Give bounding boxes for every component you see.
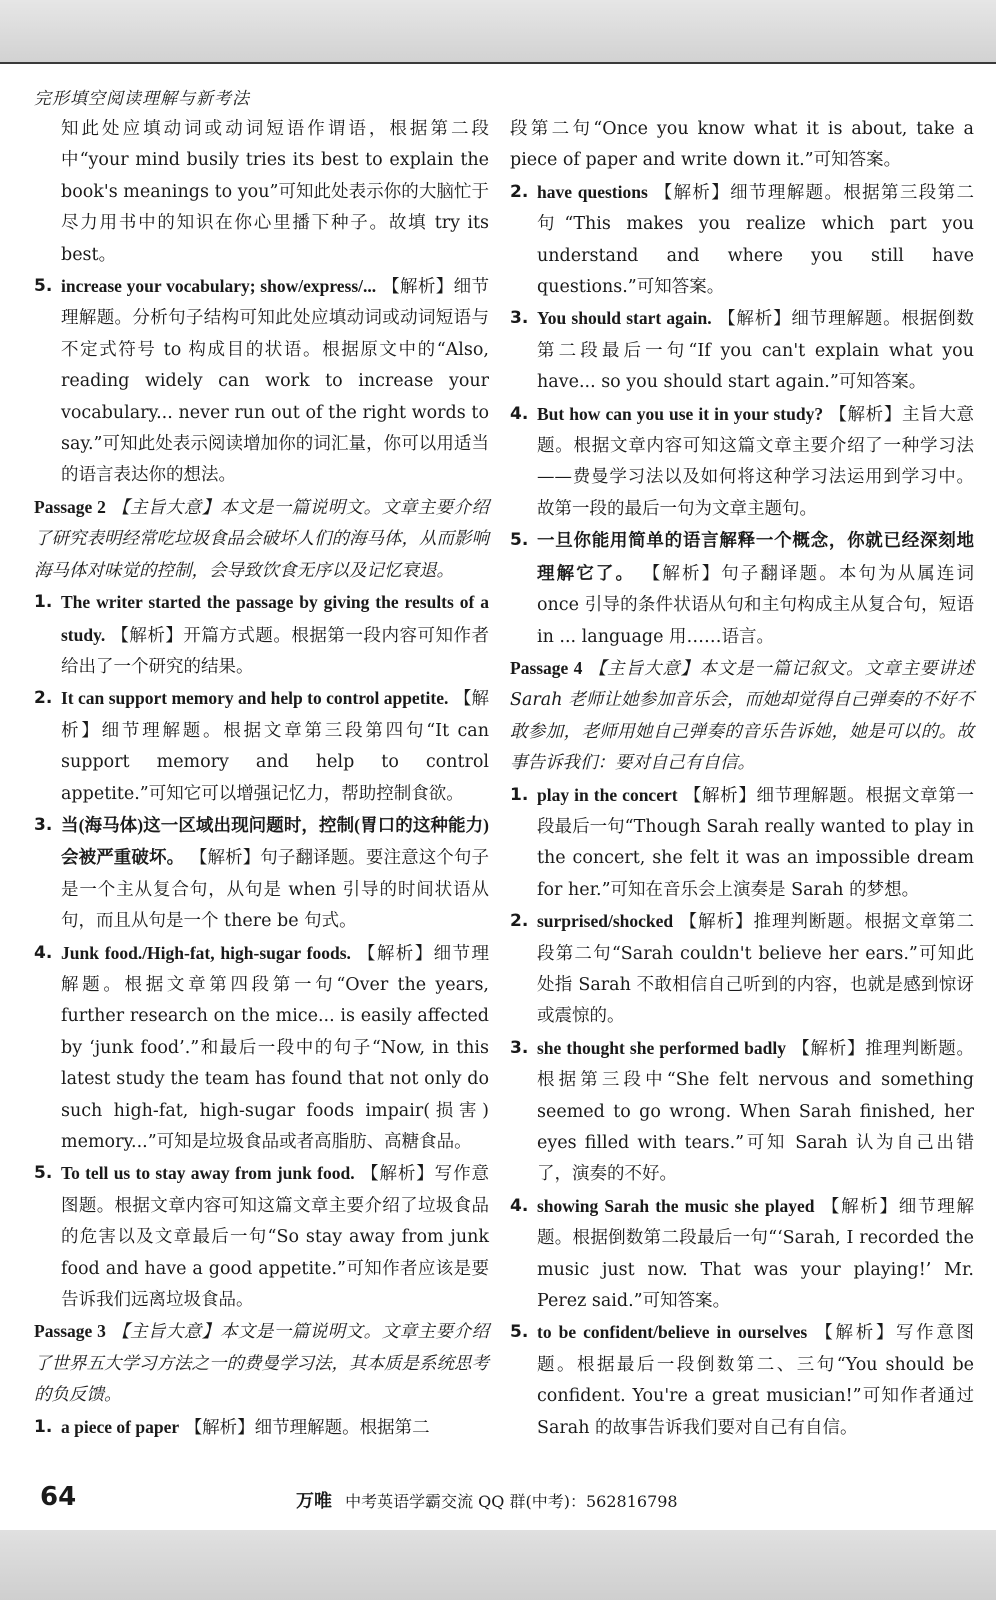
analysis-text: 【解析】细节理解题。根据倒数第二段最后一句“If you can't explain what you have... so you should start again.”可知答案。: [537, 309, 974, 393]
answer-item: [34, 683, 489, 810]
item-number: 2.: [510, 911, 529, 932]
answer-item: [510, 1317, 974, 1444]
item-number: 5.: [34, 1163, 53, 1184]
answer-item: [34, 587, 489, 683]
answer-item: [510, 399, 974, 526]
answer-text: to be confident/believe in ourselves: [537, 1322, 808, 1343]
answer-item: [34, 271, 489, 492]
answer-text: a piece of paper: [61, 1416, 180, 1437]
answer-text: But how can you use it in your study?: [537, 403, 824, 424]
analysis-text: 【解析】推理判断题。根据第三段中“She felt nervous and something seemed to go wrong. When Sarah finished, her eyes filled with tears.”可知 Sarah 认为自己出错了，演奏的不好。: [537, 1038, 974, 1185]
passage-title: Passage 2: [34, 496, 106, 517]
top-scan-band: [0, 0, 996, 64]
answer-item: [510, 303, 974, 398]
bottom-scan-band: [0, 1530, 996, 1600]
item-number: 1.: [510, 784, 529, 805]
answer-item: [510, 177, 974, 304]
answer-item: [34, 810, 489, 938]
answer-text: To tell us to stay away from junk food.: [61, 1163, 355, 1184]
analysis-text: 【解析】句子翻译题。要注意这个句子是一个主从复合句，从句是 when 引导的时间状语从句，而且从句是一个 there be 句式。: [61, 848, 490, 932]
analysis-text: 【解析】细节理解题。根据倒数第二段最后一句“‘Sarah, I recorded the music just now. That was your playing!’ Mr. Perez said.”可知答案。: [537, 1196, 974, 1312]
item-number: 3.: [34, 814, 53, 835]
item-number: 4.: [34, 942, 53, 963]
answer-item: [510, 525, 974, 653]
item-number: 1.: [34, 592, 53, 613]
passage-summary: [510, 653, 974, 780]
item-number: 2.: [34, 688, 53, 709]
answer-text: You should start again.: [537, 308, 712, 329]
answer-text: It can support memory and help to control appetite.: [61, 688, 449, 709]
footer-line: [296, 1487, 678, 1513]
passage-title: Passage 4: [510, 657, 583, 678]
analysis-text: 【解析】开篇方式题。根据第一段内容可知作者给出了一个研究的结果。: [61, 625, 489, 677]
brand-logo-text: 万唯: [296, 1491, 332, 1512]
answer-item: [34, 1158, 489, 1316]
answer-text: have questions: [537, 181, 648, 202]
answer-text: showing Sarah the music she played: [537, 1195, 815, 1216]
passage-main-idea: 【主旨大意】本文是一篇说明文。文章主要介绍了研究表明经常吃垃圾食品会破坏人们的海马体，从而影响海马体对味觉的控制，会导致饮食无序以及记忆衰退。: [34, 497, 489, 581]
analysis-text: 【解析】写作意图题。根据最后一段倒数第二、三句“You should be confident. You're a great musician!”可知作者通过 Sarah 的故事告诉我们要对自己有自信。: [537, 1323, 974, 1438]
passage-main-idea: 【主旨大意】本文是一篇记叙文。文章主要讲述 Sarah 老师让她参加音乐会，而她却觉得自己弹奏的不好不敢参加，老师用她自己弹奏的音乐告诉她，她是可以的。故事告诉我们：要对自己有自信。: [510, 658, 974, 774]
analysis-text: 【解析】推理判断题。根据文章第二段第二句“Sarah couldn't believe her ears.”可知此处指 Sarah 不敢相信自己听到的内容，也就是感到惊讶或震惊的。: [537, 912, 974, 1027]
item-number: 4.: [510, 1195, 529, 1216]
analysis-text: 【解析】细节理解题。根据文章第一段最后一句“Though Sarah really wanted to play in the concert, she felt it was an impossible dream for her.”可知在音乐会上演奏是 Sarah 的梦想。: [537, 785, 974, 900]
footer-contact-text: 中考英语学霸交流 QQ 群(中考)：562816798: [345, 1492, 678, 1511]
passage-summary: [34, 492, 489, 587]
analysis-text: 【解析】细节理解题。根据文章第三段第四句“It can support memory and help to control appetite.”可知它可以增强记忆力，帮助控制食欲。: [61, 689, 489, 804]
analysis-text: 【解析】细节理解题。根据文章第四段第一句“Over the years, further research on the mice... is easily affected by ‘junk food’.”和最后一段中的句子“Now, in this latest study the team has found that not only do such high-fat, high-sugar foods impair(损害) memory...”可知是垃圾食品或者高脂肪、高糖食品。: [61, 943, 489, 1152]
analysis-text: 【解析】主旨大意题。根据文章内容可知这篇文章主要介绍了一种学习法——费曼学习法以及如何将这种学习法运用到学习中。故第一段的最后一句为文章主题句。: [537, 404, 974, 519]
left-column: [34, 114, 489, 1444]
analysis-text: 【解析】细节理解题。根据第二: [184, 1417, 430, 1438]
page-number: 64: [40, 1482, 77, 1512]
answer-text: she thought she performed badly: [537, 1037, 786, 1058]
running-header: 完形填空阅读理解与新考法: [34, 89, 250, 109]
item-number: 3.: [510, 1037, 529, 1058]
item-number: 4.: [510, 403, 529, 424]
item-number: 5.: [510, 530, 529, 551]
item-number: 5.: [510, 1322, 529, 1343]
answer-text: surprised/shocked: [537, 911, 674, 932]
answer-item: [510, 906, 974, 1033]
answer-item: [510, 1191, 974, 1318]
analysis-text: 【解析】写作意图题。根据文章内容可知这篇文章主要介绍了垃圾食品的危害以及文章最后一句“So stay away from junk food and have a good appetite.”可知作者应该是要告诉我们远离垃圾食品。: [61, 1164, 489, 1311]
answer-text: play in the concert: [537, 784, 678, 805]
passage-main-idea: 【主旨大意】本文是一篇说明文。文章主要介绍了世界五大学习方法之一的费曼学习法，其本质是系统思考的负反馈。: [34, 1322, 489, 1406]
passage-title: Passage 3: [34, 1321, 106, 1342]
answer-item: [34, 938, 489, 1159]
answer-continuation: 知此处应填动词或动词短语作谓语，根据第二段中“your mind busily tries its best to explain the book's meanings to you”可知此处表示你的大脑忙于尽力用书中的知识在你心里播下种子。故填 try its best。: [61, 119, 489, 265]
item-number: 5.: [34, 276, 53, 297]
answer-item: [510, 1033, 974, 1191]
item-number: 1.: [34, 1416, 53, 1437]
analysis-text: 【解析】细节理解题。根据第三段第二句“This makes you realize which part you understand and where you still have questions.”可知答案。: [537, 182, 974, 298]
answer-continuation: 段第二句“Once you know what it is about, take a piece of paper and write down it.”可知答案。: [510, 119, 974, 171]
answer-text: Junk food./High-fat, high-sugar foods.: [61, 942, 351, 963]
item-number: 3.: [510, 308, 529, 329]
answer-text: 一旦你能用简单的语言解释一个概念，你就已经深刻地理解它了。: [537, 530, 974, 583]
answer-text: 当(海马体)这一区域出现问题时，控制(胃口的这种能力)会被严重破坏。: [61, 814, 489, 868]
analysis-text: 【解析】句子翻译题。本句为从属连词 once 引导的条件状语从句和主句构成主从复合句，短语 in ... language 用……语言。: [537, 563, 975, 647]
passage-summary: [34, 1316, 489, 1411]
answer-item: [34, 1412, 489, 1444]
answer-text: The writer started the passage by giving the results of a study.: [61, 592, 489, 645]
answer-text: increase your vocabulary; show/express/...: [61, 276, 377, 297]
analysis-text: 【解析】细节理解题。分析句子结构可知此处应填动词或动词短语与不定式符号 to 构成目的状语。根据原文中的“Also, reading widely can work to increase your vocabulary... never run out of the right words to say.”可知此处表示阅读增加你的词汇量，你可以用适当的语言表达你的想法。: [61, 277, 489, 486]
answer-item: [510, 780, 974, 907]
item-number: 2.: [510, 181, 529, 202]
right-column: [510, 114, 974, 1444]
